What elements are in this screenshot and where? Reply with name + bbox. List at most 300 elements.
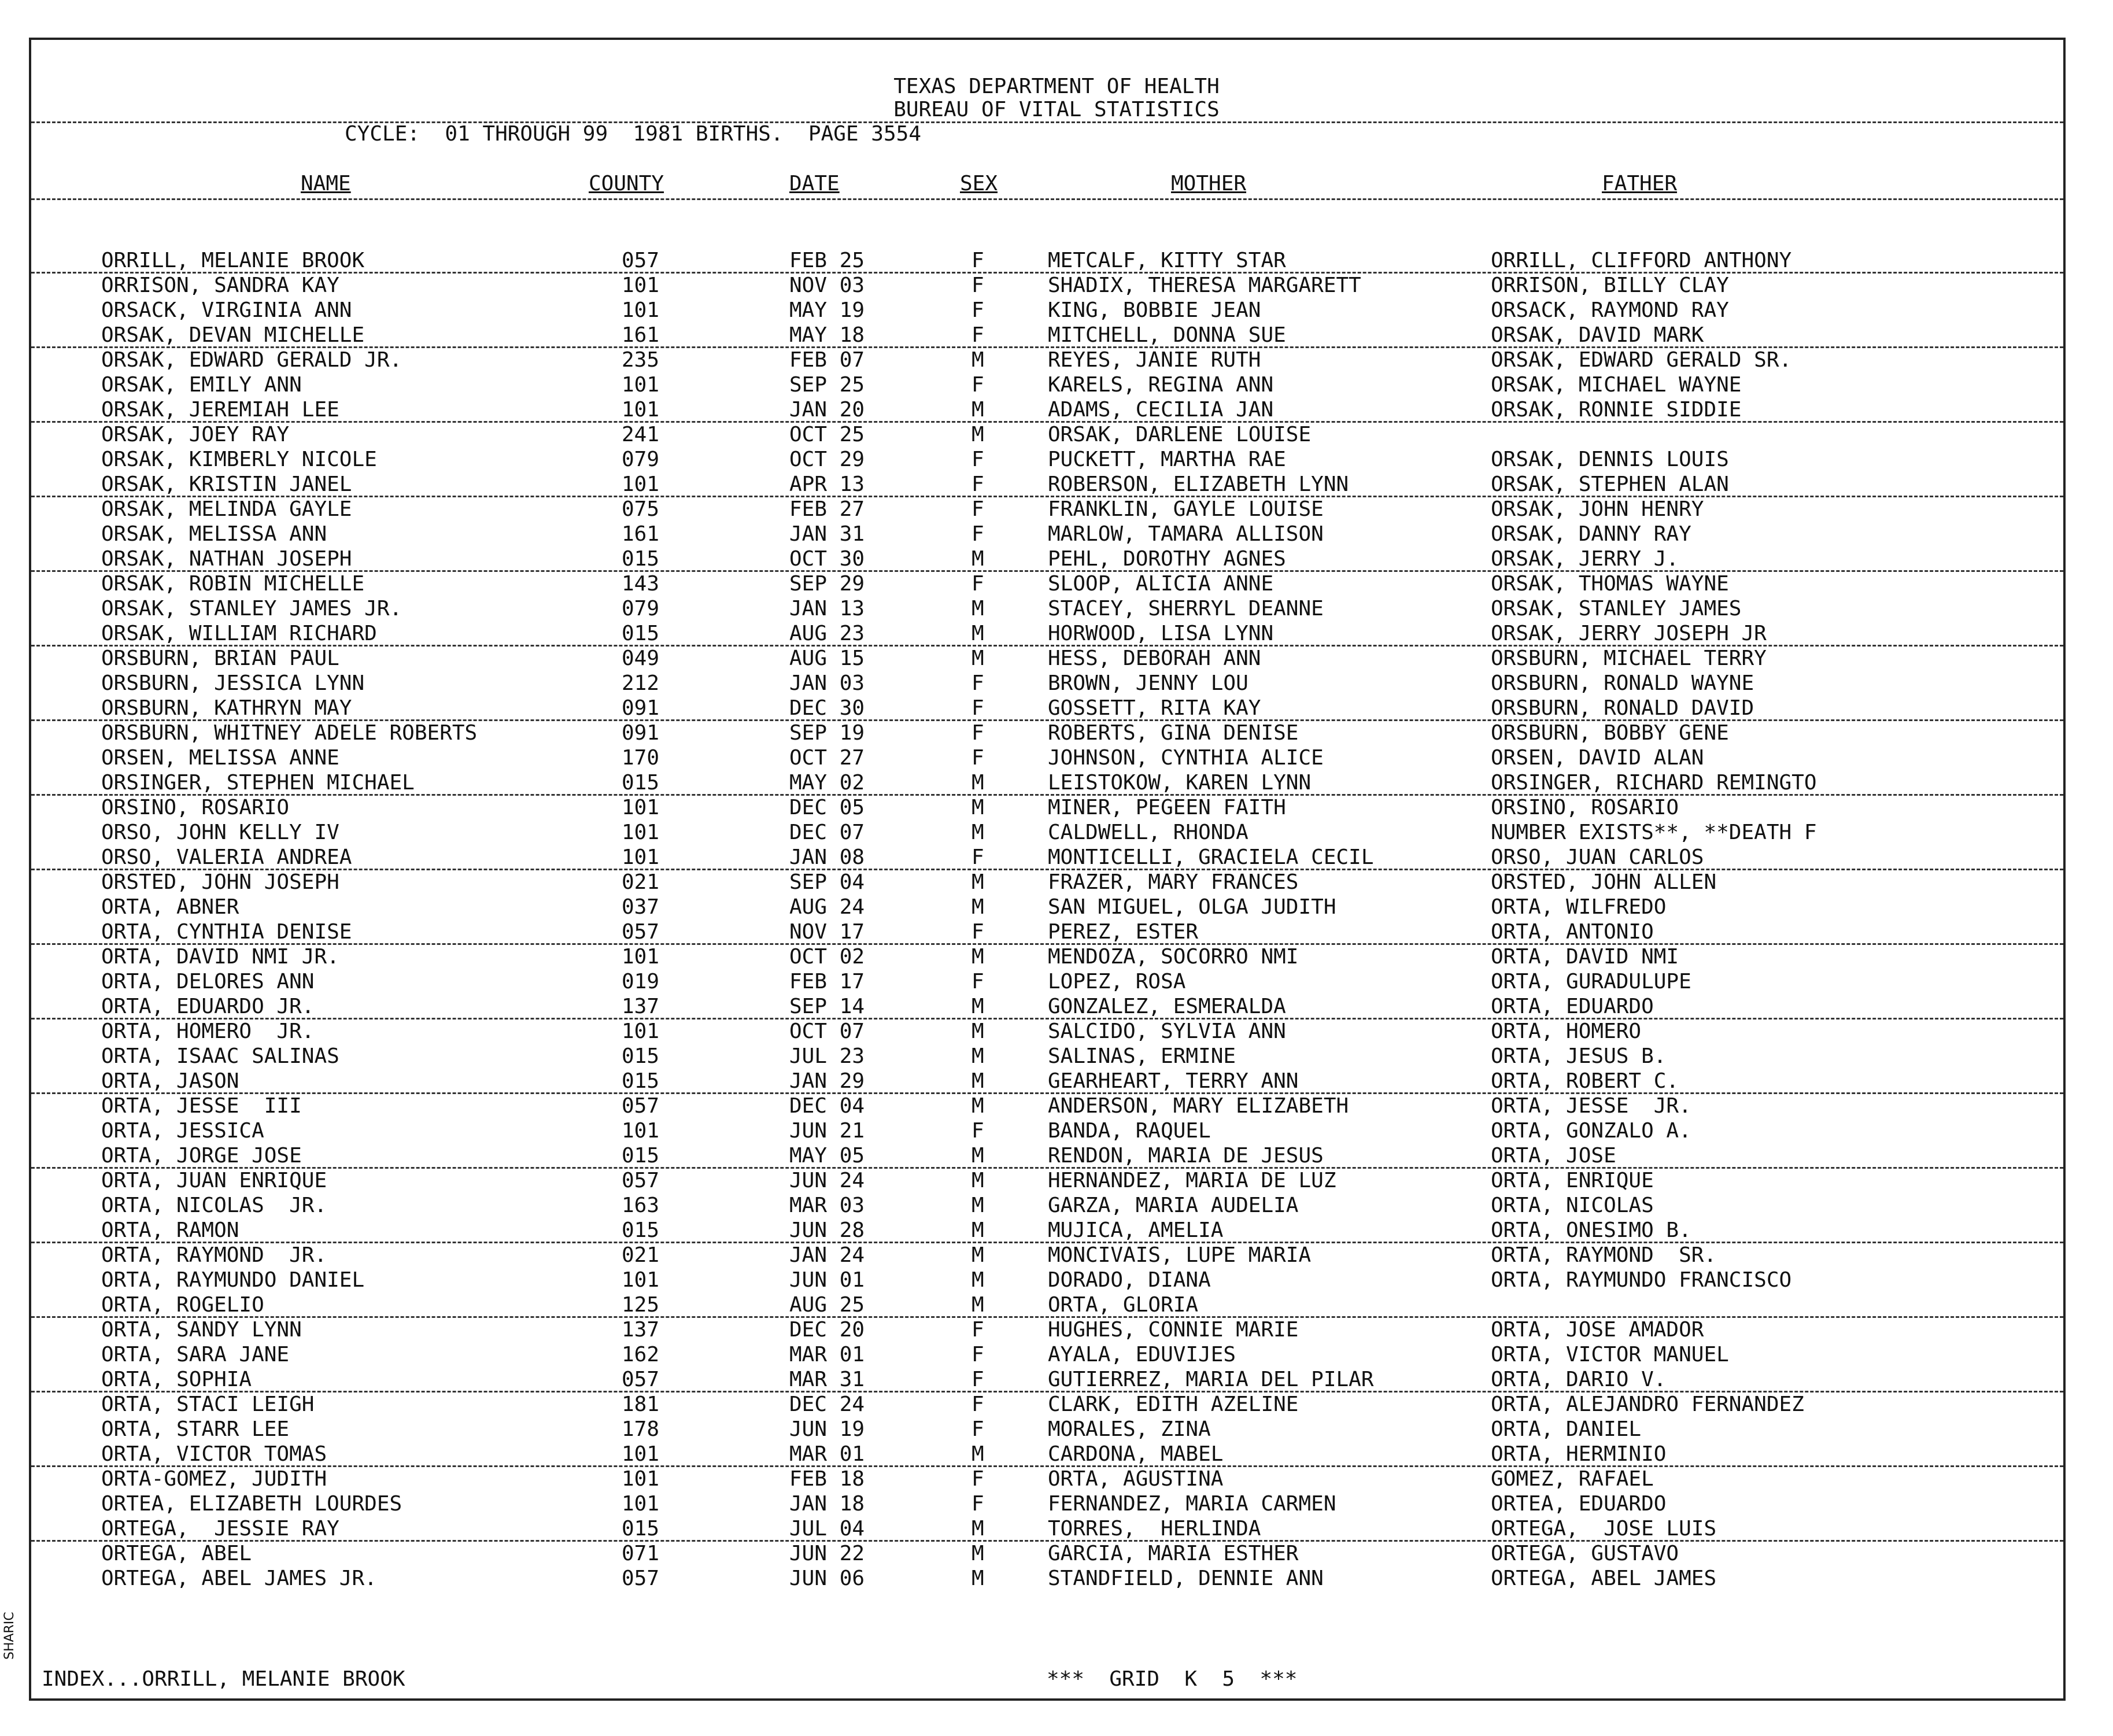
record-sex: F	[971, 373, 984, 397]
record-mother: ADAMS, CECILIA JAN	[1048, 398, 1274, 422]
record-father: ORTA, ANTONIO	[1491, 920, 1654, 944]
record-date: JAN 03	[789, 671, 865, 695]
record-father: NUMBER EXISTS**, **DEATH F	[1491, 821, 1817, 844]
record-date: MAR 01	[789, 1442, 865, 1466]
record-row	[0, 423, 2113, 447]
record-mother: RENDON, MARIA DE JESUS	[1048, 1144, 1324, 1168]
record-date: JAN 20	[789, 398, 865, 422]
record-date: APR 13	[789, 472, 865, 496]
record-date: JUN 19	[789, 1417, 865, 1441]
record-sex: M	[971, 870, 984, 894]
record-county: 057	[622, 1094, 660, 1118]
record-row	[0, 671, 2113, 696]
record-name: ORSAK, KIMBERLY NICOLE	[101, 448, 377, 471]
record-mother: STACEY, SHERRYL DEANNE	[1048, 597, 1324, 620]
record-name: ORSAK, WILLIAM RICHARD	[101, 622, 377, 645]
record-name: ORTA, RAYMUNDO DANIEL	[101, 1268, 365, 1292]
record-father: ORSBURN, RONALD DAVID	[1491, 696, 1754, 720]
record-sex: M	[971, 1020, 984, 1043]
record-mother: BANDA, RAQUEL	[1048, 1119, 1211, 1143]
record-father: ORTA, VICTOR MANUEL	[1491, 1343, 1729, 1366]
record-sex: F	[971, 1467, 984, 1491]
record-sex: M	[971, 1243, 984, 1267]
record-mother: BROWN, JENNY LOU	[1048, 671, 1248, 695]
record-county: 015	[622, 1517, 660, 1541]
record-mother: HUGHES, CONNIE MARIE	[1048, 1318, 1299, 1342]
record-father: ORTA, RAYMUNDO FRANCISCO	[1491, 1268, 1792, 1292]
record-date: OCT 07	[789, 1020, 865, 1043]
record-row	[0, 497, 2113, 522]
grid-footer: *** GRID K 5 ***	[1047, 1667, 1298, 1691]
record-date: JUN 21	[789, 1119, 865, 1143]
department-title: TEXAS DEPARTMENT OF HEALTH	[893, 75, 1220, 98]
record-mother: MITCHELL, DONNA SUE	[1048, 323, 1286, 347]
record-father: ORTA, JOSE	[1491, 1144, 1616, 1168]
record-father: ORRISON, BILLY CLAY	[1491, 274, 1729, 297]
record-mother: GEARHEART, TERRY ANN	[1048, 1069, 1299, 1093]
record-name: ORSBURN, WHITNEY ADELE ROBERTS	[101, 721, 478, 745]
record-row	[0, 970, 2113, 994]
record-county: 178	[622, 1417, 660, 1441]
record-father: ORTA, NICOLAS	[1491, 1194, 1654, 1217]
record-sex: F	[971, 1318, 984, 1342]
record-county: 163	[622, 1194, 660, 1217]
record-sex: F	[971, 497, 984, 521]
record-county: 101	[622, 274, 660, 297]
record-date: JUN 28	[789, 1218, 865, 1242]
record-sex: M	[971, 771, 984, 795]
record-county: 170	[622, 746, 660, 770]
record-name: ORTA, ABNER	[101, 895, 239, 919]
record-mother: HERNANDEZ, MARIA DE LUZ	[1048, 1169, 1336, 1192]
record-row	[0, 895, 2113, 919]
record-row	[0, 1442, 2113, 1467]
record-county: 101	[622, 1442, 660, 1466]
record-date: SEP 29	[789, 572, 865, 596]
record-date: JAN 29	[789, 1069, 865, 1093]
record-father: ORSAK, MICHAEL WAYNE	[1491, 373, 1742, 397]
record-county: 057	[622, 920, 660, 944]
record-row	[0, 870, 2113, 895]
record-name: ORTEA, ELIZABETH LOURDES	[101, 1492, 402, 1516]
record-name: ORTA, JASON	[101, 1069, 239, 1093]
record-father: ORSAK, JOHN HENRY	[1491, 497, 1704, 521]
record-mother: AYALA, EDUVIJES	[1048, 1343, 1236, 1366]
record-row	[0, 1343, 2113, 1367]
record-county: 075	[622, 497, 660, 521]
record-date: MAY 19	[789, 298, 865, 322]
record-mother: ORSAK, DARLENE LOUISE	[1048, 423, 1312, 446]
record-row	[0, 1069, 2113, 1094]
record-row	[0, 398, 2113, 422]
record-father: ORSAK, STEPHEN ALAN	[1491, 472, 1729, 496]
record-county: 015	[622, 771, 660, 795]
record-father: ORTA, HERMINIO	[1491, 1442, 1667, 1466]
record-sex: F	[971, 298, 984, 322]
record-date: FEB 18	[789, 1467, 865, 1491]
record-mother: CLARK, EDITH AZELINE	[1048, 1393, 1299, 1416]
record-sex: M	[971, 1194, 984, 1217]
record-row	[0, 1567, 2113, 1591]
record-row	[0, 522, 2113, 546]
record-row	[0, 1393, 2113, 1417]
record-name: ORTA, HOMERO JR.	[101, 1020, 315, 1043]
record-county: 101	[622, 298, 660, 322]
record-county: 101	[622, 1119, 660, 1143]
record-date: OCT 30	[789, 547, 865, 571]
record-sex: M	[971, 622, 984, 645]
record-county: 101	[622, 845, 660, 869]
record-sex: F	[971, 323, 984, 347]
record-name: ORTA, SOPHIA	[101, 1368, 252, 1391]
record-date: FEB 25	[789, 249, 865, 272]
record-name: ORSACK, VIRGINIA ANN	[101, 298, 352, 322]
record-mother: SHADIX, THERESA MARGARETT	[1048, 274, 1361, 297]
record-father: ORTEGA, ABEL JAMES	[1491, 1567, 1717, 1590]
record-name: ORSAK, MELINDA GAYLE	[101, 497, 352, 521]
record-mother: MENDOZA, SOCORRO NMI	[1048, 945, 1299, 969]
record-name: ORSAK, DEVAN MICHELLE	[101, 323, 365, 347]
record-father: ORSO, JUAN CARLOS	[1491, 845, 1704, 869]
record-row	[0, 448, 2113, 472]
record-date: SEP 25	[789, 373, 865, 397]
record-date: SEP 19	[789, 721, 865, 745]
record-row	[0, 547, 2113, 571]
column-header-county: COUNTY	[589, 172, 664, 195]
record-date: JAN 24	[789, 1243, 865, 1267]
record-name: ORSO, JOHN KELLY IV	[101, 821, 339, 844]
record-row	[0, 472, 2113, 497]
record-date: AUG 15	[789, 647, 865, 670]
record-county: 021	[622, 870, 660, 894]
record-father: ORTA, ALEJANDRO FERNANDEZ	[1491, 1393, 1804, 1416]
record-date: JUN 06	[789, 1567, 865, 1590]
record-sex: M	[971, 895, 984, 919]
record-date: MAR 31	[789, 1368, 865, 1391]
record-sex: M	[971, 1069, 984, 1093]
record-name: ORSBURN, JESSICA LYNN	[101, 671, 365, 695]
record-row	[0, 845, 2113, 870]
record-sex: M	[971, 1268, 984, 1292]
record-row	[0, 249, 2113, 273]
record-county: 079	[622, 448, 660, 471]
record-father: ORTA, ONESIMO B.	[1491, 1218, 1691, 1242]
record-mother: TORRES, HERLINDA	[1048, 1517, 1261, 1541]
record-mother: CALDWELL, RHONDA	[1048, 821, 1248, 844]
record-row	[0, 821, 2113, 845]
record-sex: F	[971, 274, 984, 297]
record-father: ORTA, DAVID NMI	[1491, 945, 1679, 969]
record-row	[0, 995, 2113, 1019]
record-name: ORSAK, JOEY RAY	[101, 423, 290, 446]
record-sex: M	[971, 1517, 984, 1541]
record-sex: M	[971, 547, 984, 571]
record-father: ORSAK, EDWARD GERALD SR.	[1491, 348, 1792, 372]
record-date: OCT 02	[789, 945, 865, 969]
record-row	[0, 1020, 2113, 1044]
record-sex: F	[971, 671, 984, 695]
record-name: ORTA, ISAAC SALINAS	[101, 1044, 339, 1068]
record-mother: PEHL, DOROTHY AGNES	[1048, 547, 1286, 571]
record-row	[0, 647, 2113, 671]
record-mother: MONTICELLI, GRACIELA CECIL	[1048, 845, 1374, 869]
record-name: ORSO, VALERIA ANDREA	[101, 845, 352, 869]
record-father: ORTA, ROBERT C.	[1491, 1069, 1679, 1093]
record-sex: F	[971, 746, 984, 770]
record-name: ORSAK, EDWARD GERALD JR.	[101, 348, 402, 372]
record-sex: M	[971, 1542, 984, 1565]
record-name: ORTA, NICOLAS JR.	[101, 1194, 327, 1217]
record-sex: M	[971, 821, 984, 844]
record-row	[0, 771, 2113, 795]
record-name: ORTEGA, JESSIE RAY	[101, 1517, 339, 1541]
record-row	[0, 746, 2113, 770]
record-mother: SALCIDO, SYLVIA ANN	[1048, 1020, 1286, 1043]
record-sex: F	[971, 522, 984, 546]
record-county: 101	[622, 1268, 660, 1292]
record-row	[0, 622, 2113, 646]
record-date: MAY 18	[789, 323, 865, 347]
record-date: OCT 25	[789, 423, 865, 446]
record-sex: F	[971, 572, 984, 596]
record-date: DEC 20	[789, 1318, 865, 1342]
record-mother: MINER, PEGEEN FAITH	[1048, 796, 1286, 819]
record-name: ORTA, STACI LEIGH	[101, 1393, 315, 1416]
record-date: FEB 07	[789, 348, 865, 372]
column-header-sex: SEX	[960, 172, 998, 195]
record-county: 235	[622, 348, 660, 372]
record-name: ORTA, JUAN ENRIQUE	[101, 1169, 327, 1192]
record-row	[0, 1517, 2113, 1541]
record-name: ORRISON, SANDRA KAY	[101, 274, 339, 297]
record-county: 049	[622, 647, 660, 670]
record-date: NOV 17	[789, 920, 865, 944]
record-sex: F	[971, 845, 984, 869]
record-row	[0, 1318, 2113, 1342]
record-father: GOMEZ, RAFAEL	[1491, 1467, 1654, 1491]
record-sex: M	[971, 945, 984, 969]
record-row	[0, 796, 2113, 820]
record-name: ORSAK, JEREMIAH LEE	[101, 398, 339, 422]
record-county: 101	[622, 398, 660, 422]
record-name: ORSAK, KRISTIN JANEL	[101, 472, 352, 496]
record-row	[0, 1243, 2113, 1268]
record-mother: MARLOW, TAMARA ALLISON	[1048, 522, 1324, 546]
record-name: ORSTED, JOHN JOSEPH	[101, 870, 339, 894]
record-county: 101	[622, 1492, 660, 1516]
record-father: ORSAK, STANLEY JAMES	[1491, 597, 1742, 620]
record-county: 071	[622, 1542, 660, 1565]
record-father: ORSAK, DAVID MARK	[1491, 323, 1704, 347]
record-county: 162	[622, 1343, 660, 1366]
record-row	[0, 1144, 2113, 1168]
record-sex: M	[971, 647, 984, 670]
record-county: 101	[622, 821, 660, 844]
record-row	[0, 1194, 2113, 1218]
record-father: ORSBURN, RONALD WAYNE	[1491, 671, 1754, 695]
record-father: ORTEGA, JOSE LUIS	[1491, 1517, 1717, 1541]
record-sex: M	[971, 423, 984, 446]
record-name: ORSBURN, KATHRYN MAY	[101, 696, 352, 720]
record-name: ORTA, JESSICA	[101, 1119, 264, 1143]
record-sex: M	[971, 1442, 984, 1466]
record-sex: F	[971, 970, 984, 993]
record-mother: CARDONA, MABEL	[1048, 1442, 1224, 1466]
record-date: MAY 05	[789, 1144, 865, 1168]
record-county: 057	[622, 1368, 660, 1391]
record-sex: F	[971, 1368, 984, 1391]
record-name: ORTA, STARR LEE	[101, 1417, 290, 1441]
record-date: JAN 31	[789, 522, 865, 546]
record-father: ORSAK, JERRY J.	[1491, 547, 1679, 571]
record-mother: REYES, JANIE RUTH	[1048, 348, 1261, 372]
record-sex: F	[971, 249, 984, 272]
record-sex: F	[971, 448, 984, 471]
record-father: ORSAK, DENNIS LOUIS	[1491, 448, 1729, 471]
record-county: 019	[622, 970, 660, 993]
record-mother: ORTA, GLORIA	[1048, 1293, 1199, 1317]
record-father: ORTA, WILFREDO	[1491, 895, 1667, 919]
record-mother: LEISTOKOW, KAREN LYNN	[1048, 771, 1312, 795]
record-row	[0, 1293, 2113, 1317]
record-name: ORTA, DELORES ANN	[101, 970, 315, 993]
record-row	[0, 323, 2113, 348]
record-name: ORTA, RAMON	[101, 1218, 239, 1242]
record-father: ORTA, DANIEL	[1491, 1417, 1642, 1441]
record-name: ORTA, RAYMOND JR.	[101, 1243, 327, 1267]
record-name: ORSAK, STANLEY JAMES JR.	[101, 597, 402, 620]
record-row	[0, 572, 2113, 596]
record-sex: M	[971, 398, 984, 422]
record-county: 101	[622, 945, 660, 969]
record-county: 015	[622, 622, 660, 645]
bureau-title: BUREAU OF VITAL STATISTICS	[893, 98, 1220, 121]
record-date: JUN 24	[789, 1169, 865, 1192]
cycle-line: CYCLE: 01 THROUGH 99 1981 BIRTHS. PAGE 3554	[345, 122, 921, 146]
record-name: ORTA, ROGELIO	[101, 1293, 264, 1317]
record-father: ORSTED, JOHN ALLEN	[1491, 870, 1717, 894]
record-date: DEC 24	[789, 1393, 865, 1416]
record-father: ORTEGA, GUSTAVO	[1491, 1542, 1679, 1565]
record-name: ORTEGA, ABEL	[101, 1542, 252, 1565]
column-header-mother: MOTHER	[1171, 172, 1247, 195]
record-mother: FRAZER, MARY FRANCES	[1048, 870, 1299, 894]
record-county: 181	[622, 1393, 660, 1416]
record-row	[0, 920, 2113, 944]
record-father: ORTA, HOMERO	[1491, 1020, 1642, 1043]
record-row	[0, 945, 2113, 969]
record-sex: M	[971, 1293, 984, 1317]
record-father: ORTA, GURADULUPE	[1491, 970, 1691, 993]
record-row	[0, 274, 2113, 298]
record-sex: F	[971, 1119, 984, 1143]
record-name: ORSAK, EMILY ANN	[101, 373, 302, 397]
record-father: ORRILL, CLIFFORD ANTHONY	[1491, 249, 1792, 272]
record-county: 101	[622, 472, 660, 496]
record-county: 137	[622, 995, 660, 1018]
header-divider	[31, 121, 2063, 123]
record-county: 057	[622, 1169, 660, 1192]
record-father: ORSINO, ROSARIO	[1491, 796, 1679, 819]
record-name: ORSAK, MELISSA ANN	[101, 522, 327, 546]
side-mark: SHARIC	[2, 1612, 17, 1660]
record-row	[0, 721, 2113, 745]
record-mother: GARZA, MARIA AUDELIA	[1048, 1194, 1299, 1217]
record-sex: M	[971, 1218, 984, 1242]
record-county: 091	[622, 696, 660, 720]
record-sex: M	[971, 348, 984, 372]
record-sex: M	[971, 1567, 984, 1590]
record-mother: METCALF, KITTY STAR	[1048, 249, 1286, 272]
record-mother: PEREZ, ESTER	[1048, 920, 1199, 944]
record-date: MAR 03	[789, 1194, 865, 1217]
record-sex: F	[971, 721, 984, 745]
record-name: ORTA, SARA JANE	[101, 1343, 290, 1366]
record-father: ORTA, JESSE JR.	[1491, 1094, 1691, 1118]
record-mother: JOHNSON, CYNTHIA ALICE	[1048, 746, 1324, 770]
column-header-date: DATE	[789, 172, 840, 195]
record-sex: F	[971, 1417, 984, 1441]
record-name: ORTA, SANDY LYNN	[101, 1318, 302, 1342]
record-mother: KING, BOBBIE JEAN	[1048, 298, 1261, 322]
record-county: 015	[622, 1069, 660, 1093]
record-father: ORSAK, THOMAS WAYNE	[1491, 572, 1729, 596]
column-header-name: NAME	[301, 172, 351, 195]
record-mother: ANDERSON, MARY ELIZABETH	[1048, 1094, 1349, 1118]
record-name: ORTA, JORGE JOSE	[101, 1144, 302, 1168]
record-name: ORSINGER, STEPHEN MICHAEL	[101, 771, 415, 795]
record-mother: FRANKLIN, GAYLE LOUISE	[1048, 497, 1324, 521]
record-mother: PUCKETT, MARTHA RAE	[1048, 448, 1286, 471]
record-father: ORTA, RAYMOND SR.	[1491, 1243, 1717, 1267]
record-sex: F	[971, 696, 984, 720]
record-father: ORSAK, DANNY RAY	[1491, 522, 1691, 546]
record-row	[0, 1169, 2113, 1193]
record-sex: M	[971, 796, 984, 819]
record-name: ORTA, JESSE III	[101, 1094, 302, 1118]
record-name: ORTA, VICTOR TOMAS	[101, 1442, 327, 1466]
record-name: ORTA-GOMEZ, JUDITH	[101, 1467, 327, 1491]
record-row	[0, 348, 2113, 372]
record-date: JUN 01	[789, 1268, 865, 1292]
record-county: 101	[622, 796, 660, 819]
record-mother: ROBERSON, ELIZABETH LYNN	[1048, 472, 1349, 496]
record-father: ORTA, DARIO V.	[1491, 1368, 1667, 1391]
record-row	[0, 298, 2113, 323]
record-mother: HESS, DEBORAH ANN	[1048, 647, 1261, 670]
record-county: 161	[622, 323, 660, 347]
record-name: ORSAK, ROBIN MICHELLE	[101, 572, 365, 596]
record-date: DEC 04	[789, 1094, 865, 1118]
record-mother: ROBERTS, GINA DENISE	[1048, 721, 1299, 745]
record-date: JAN 18	[789, 1492, 865, 1516]
record-row	[0, 1542, 2113, 1566]
record-row	[0, 1218, 2113, 1243]
record-name: ORTA, DAVID NMI JR.	[101, 945, 339, 969]
record-date: AUG 23	[789, 622, 865, 645]
record-mother: SAN MIGUEL, OLGA JUDITH	[1048, 895, 1336, 919]
record-county: 125	[622, 1293, 660, 1317]
record-sex: F	[971, 920, 984, 944]
record-county: 101	[622, 1020, 660, 1043]
record-date: SEP 14	[789, 995, 865, 1018]
record-date: AUG 24	[789, 895, 865, 919]
record-father: ORSACK, RAYMOND RAY	[1491, 298, 1729, 322]
record-name: ORSBURN, BRIAN PAUL	[101, 647, 339, 670]
record-sex: M	[971, 1144, 984, 1168]
record-name: ORSEN, MELISSA ANNE	[101, 746, 339, 770]
record-sex: F	[971, 1492, 984, 1516]
